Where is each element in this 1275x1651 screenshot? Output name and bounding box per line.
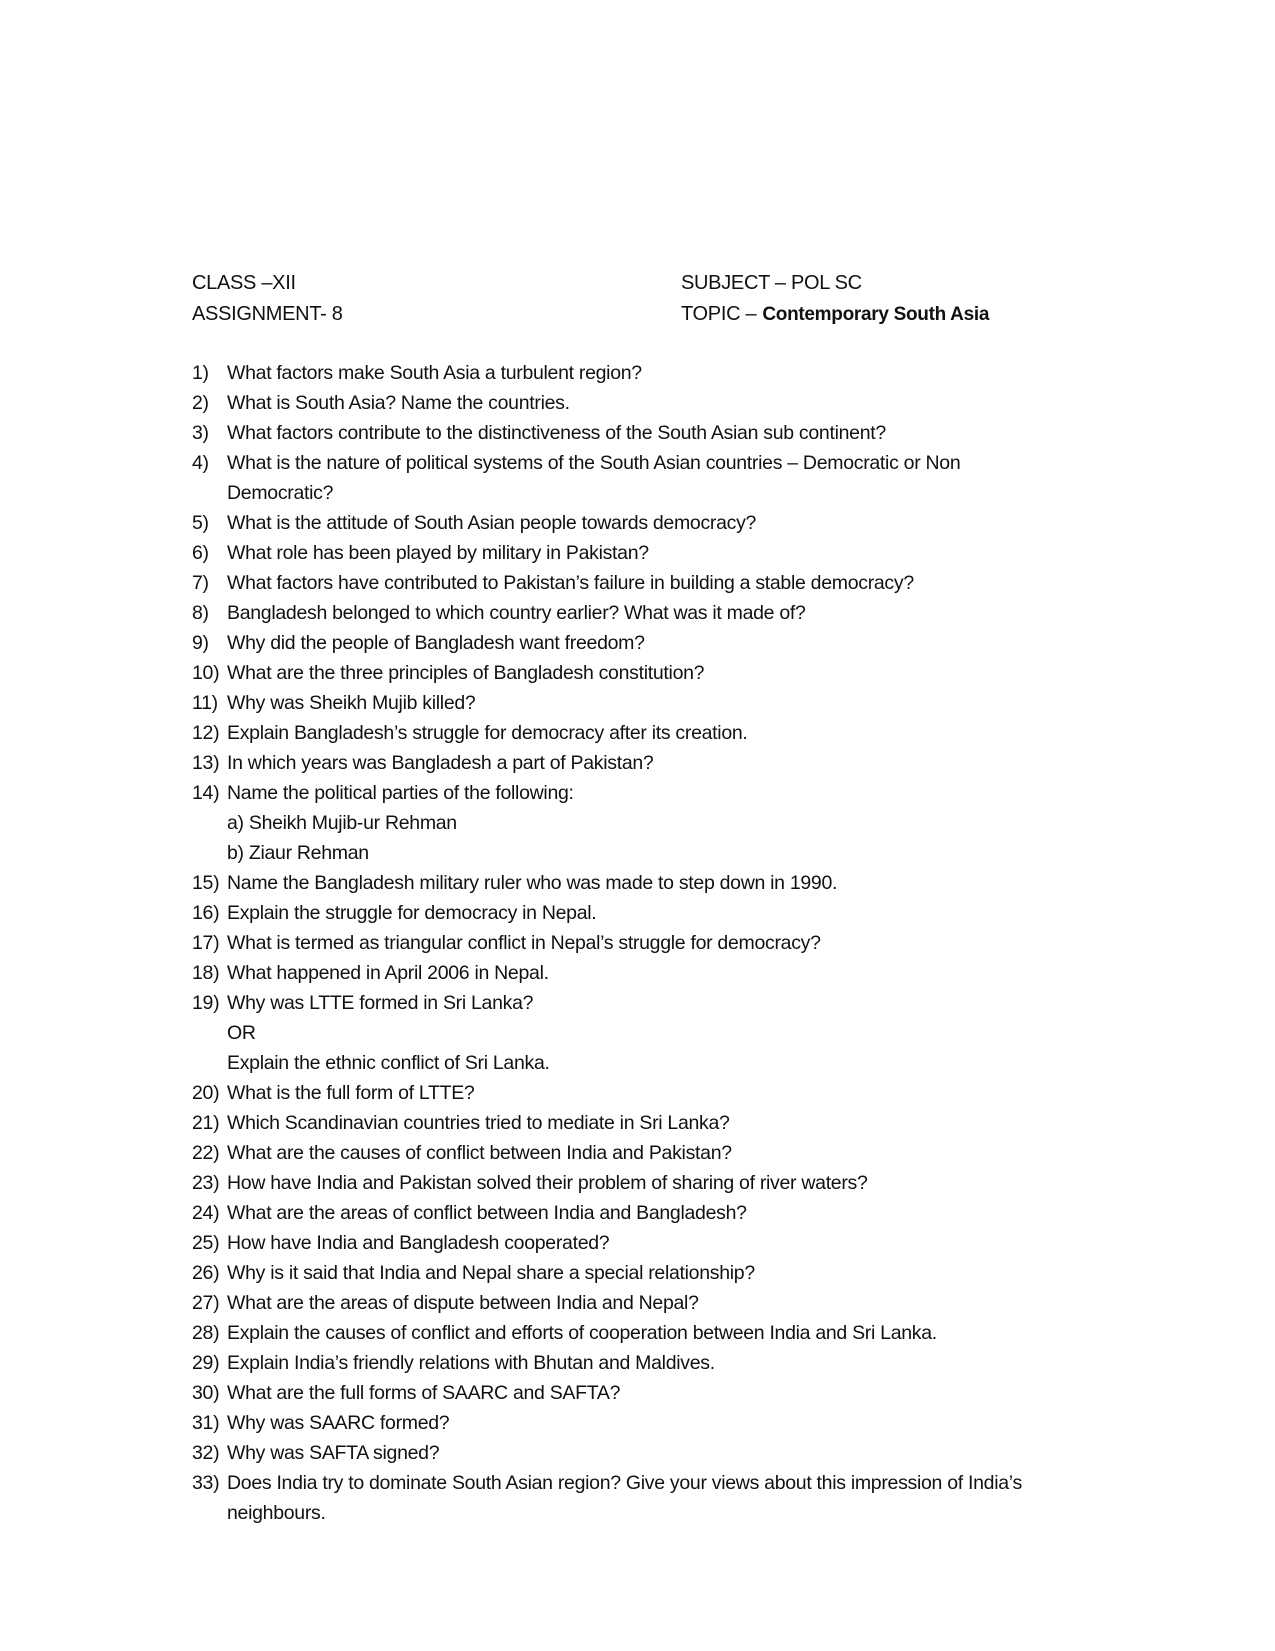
question-text <box>227 1468 1072 1528</box>
question-text <box>227 988 1072 1078</box>
question-line: Does India try to dominate South Asian region? Give your views about this impression of India’s <box>227 1472 1022 1494</box>
question-line: In which years was Bangladesh a part of Pakistan? <box>227 752 654 774</box>
question-item <box>192 1258 1072 1288</box>
question-line: Explain India’s friendly relations with Bhutan and Maldives. <box>227 1352 715 1374</box>
question-text <box>227 778 1072 868</box>
question-item <box>192 1348 1072 1378</box>
question-line: neighbours. <box>227 1502 326 1524</box>
question-item <box>192 1438 1072 1468</box>
question-line: Why was Sheikh Mujib killed? <box>227 692 476 714</box>
question-text <box>227 1288 1072 1318</box>
question-item <box>192 1468 1072 1528</box>
topic-prefix: TOPIC – <box>681 303 757 325</box>
question-line: What is termed as triangular conflict in Nepal’s struggle for democracy? <box>227 932 821 954</box>
question-text <box>227 508 1072 538</box>
question-number: 14) <box>192 782 220 804</box>
question-item <box>192 658 1072 688</box>
question-number: 17) <box>192 932 220 954</box>
question-line: What are the areas of conflict between India and Bangladesh? <box>227 1202 747 1224</box>
question-item <box>192 898 1072 928</box>
question-text <box>227 1348 1072 1378</box>
question-item <box>192 358 1072 388</box>
question-line: How have India and Bangladesh cooperated? <box>227 1232 610 1254</box>
question-item <box>192 598 1072 628</box>
question-number: 29) <box>192 1352 220 1374</box>
question-line: What is the attitude of South Asian people towards democracy? <box>227 512 757 534</box>
question-text <box>227 898 1072 928</box>
question-text <box>227 1408 1072 1438</box>
question-line: Explain the causes of conflict and efforts of cooperation between India and Sri Lanka. <box>227 1322 937 1344</box>
question-number: 1) <box>192 362 209 384</box>
question-text <box>227 418 1072 448</box>
question-line: How have India and Pakistan solved their problem of sharing of river waters? <box>227 1172 868 1194</box>
question-text <box>227 598 1072 628</box>
question-text <box>227 748 1072 778</box>
question-number: 5) <box>192 512 209 534</box>
question-number: 26) <box>192 1262 220 1284</box>
question-item <box>192 1078 1072 1108</box>
question-line: What happened in April 2006 in Nepal. <box>227 962 549 984</box>
question-item <box>192 1138 1072 1168</box>
topic-value: Contemporary South Asia <box>762 304 990 325</box>
question-number: 19) <box>192 992 220 1014</box>
question-number: 3) <box>192 422 209 444</box>
question-number: 7) <box>192 572 209 594</box>
question-text <box>227 448 1072 508</box>
question-text <box>227 658 1072 688</box>
question-number: 24) <box>192 1202 220 1224</box>
question-item <box>192 868 1072 898</box>
question-item <box>192 538 1072 568</box>
question-text <box>227 718 1072 748</box>
question-text <box>227 1138 1072 1168</box>
question-line: Name the political parties of the following: <box>227 782 574 804</box>
question-item <box>192 388 1072 418</box>
question-text <box>227 928 1072 958</box>
question-number: 32) <box>192 1442 220 1464</box>
question-line: OR <box>227 1022 256 1044</box>
question-item <box>192 1318 1072 1348</box>
question-line: Why was SAFTA signed? <box>227 1442 440 1464</box>
question-text <box>227 1108 1072 1138</box>
question-number: 15) <box>192 872 220 894</box>
question-line: Why was SAARC formed? <box>227 1412 450 1434</box>
question-line: Explain the ethnic conflict of Sri Lanka. <box>227 1052 550 1074</box>
question-number: 4) <box>192 452 209 474</box>
question-item <box>192 1378 1072 1408</box>
question-text <box>227 1438 1072 1468</box>
assignment-label: ASSIGNMENT- 8 <box>192 303 343 325</box>
question-line: Bangladesh belonged to which country earlier? What was it made of? <box>227 602 806 624</box>
question-line: What role has been played by military in Pakistan? <box>227 542 649 564</box>
question-number: 8) <box>192 602 209 624</box>
question-item <box>192 958 1072 988</box>
question-text <box>227 1168 1072 1198</box>
question-line: Why was LTTE formed in Sri Lanka? <box>227 992 534 1014</box>
question-item <box>192 1108 1072 1138</box>
class-label: CLASS –XII <box>192 272 296 294</box>
question-number: 6) <box>192 542 209 564</box>
question-text <box>227 1318 1072 1348</box>
question-line: What factors contribute to the distinctiveness of the South Asian sub continent? <box>227 422 886 444</box>
question-item <box>192 1198 1072 1228</box>
question-number: 20) <box>192 1082 220 1104</box>
question-text <box>227 388 1072 418</box>
question-number: 2) <box>192 392 209 414</box>
question-line: What are the three principles of Bangladesh constitution? <box>227 662 705 684</box>
question-text <box>227 628 1072 658</box>
question-text <box>227 1258 1072 1288</box>
question-number: 12) <box>192 722 220 744</box>
question-list <box>192 358 1072 1528</box>
question-line: Explain the struggle for democracy in Nepal. <box>227 902 597 924</box>
question-number: 9) <box>192 632 209 654</box>
subject-label: SUBJECT – POL SC <box>681 272 862 294</box>
question-number: 22) <box>192 1142 220 1164</box>
question-line: What are the areas of dispute between India and Nepal? <box>227 1292 699 1314</box>
question-line: What are the causes of conflict between India and Pakistan? <box>227 1142 732 1164</box>
question-number: 21) <box>192 1112 220 1134</box>
question-item <box>192 448 1072 508</box>
question-text <box>227 1198 1072 1228</box>
question-text <box>227 1228 1072 1258</box>
question-item <box>192 1228 1072 1258</box>
question-line: Explain Bangladesh’s struggle for democracy after its creation. <box>227 722 748 744</box>
question-text <box>227 1078 1072 1108</box>
question-number: 33) <box>192 1472 220 1494</box>
question-item <box>192 748 1072 778</box>
question-line: What is the nature of political systems of the South Asian countries – Democratic or Non <box>227 452 961 474</box>
question-text <box>227 1378 1072 1408</box>
question-line: What are the full forms of SAARC and SAFTA? <box>227 1382 621 1404</box>
question-number: 30) <box>192 1382 220 1404</box>
question-text <box>227 568 1072 598</box>
question-line: What is South Asia? Name the countries. <box>227 392 570 414</box>
question-text <box>227 358 1072 388</box>
question-item <box>192 988 1072 1078</box>
question-text <box>227 868 1072 898</box>
question-item <box>192 928 1072 958</box>
topic-line <box>681 303 989 326</box>
question-number: 11) <box>192 692 218 714</box>
question-item <box>192 508 1072 538</box>
question-number: 10) <box>192 662 220 684</box>
question-item <box>192 1408 1072 1438</box>
question-number: 18) <box>192 962 220 984</box>
question-text <box>227 958 1072 988</box>
question-item <box>192 1168 1072 1198</box>
question-item <box>192 778 1072 868</box>
question-item <box>192 418 1072 448</box>
question-number: 28) <box>192 1322 220 1344</box>
question-line: Which Scandinavian countries tried to mediate in Sri Lanka? <box>227 1112 730 1134</box>
question-line: a) Sheikh Mujib-ur Rehman <box>227 812 457 834</box>
question-number: 23) <box>192 1172 220 1194</box>
question-item <box>192 568 1072 598</box>
question-item <box>192 1288 1072 1318</box>
question-line: What factors make South Asia a turbulent region? <box>227 362 642 384</box>
question-line: Democratic? <box>227 482 334 504</box>
question-line: Why is it said that India and Nepal share a special relationship? <box>227 1262 755 1284</box>
question-line: What factors have contributed to Pakistan’s failure in building a stable democracy? <box>227 572 914 594</box>
question-number: 27) <box>192 1292 220 1314</box>
question-line: b) Ziaur Rehman <box>227 842 369 864</box>
question-number: 31) <box>192 1412 220 1434</box>
question-text <box>227 538 1072 568</box>
question-number: 13) <box>192 752 220 774</box>
question-item <box>192 688 1072 718</box>
question-item <box>192 628 1072 658</box>
question-number: 16) <box>192 902 220 924</box>
question-text <box>227 688 1072 718</box>
question-number: 25) <box>192 1232 220 1254</box>
question-line: Name the Bangladesh military ruler who was made to step down in 1990. <box>227 872 838 894</box>
question-line: Why did the people of Bangladesh want freedom? <box>227 632 645 654</box>
question-line: What is the full form of LTTE? <box>227 1082 475 1104</box>
question-item <box>192 718 1072 748</box>
